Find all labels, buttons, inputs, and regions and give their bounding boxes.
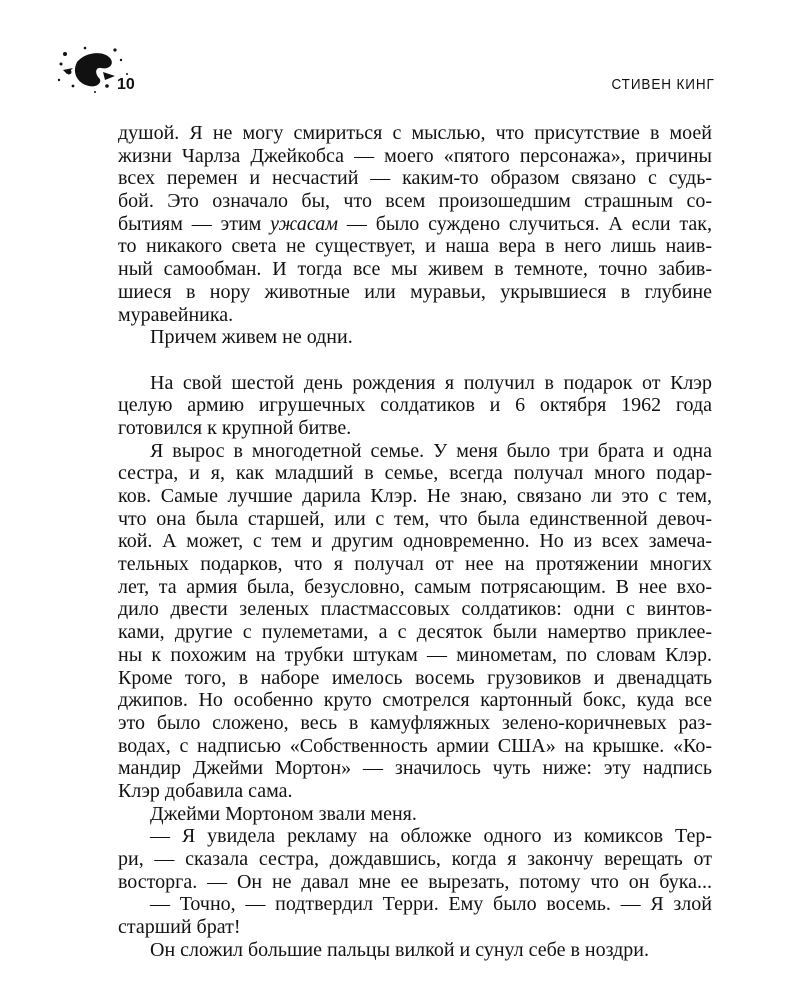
text-line: всех перемен и несчастий — каким-то образом связано с судь- — [118, 167, 712, 190]
text-line: Причем живем не одни. — [150, 326, 353, 349]
text-segment: бытиям — этим — [118, 212, 271, 235]
text-line: тельных подарков, что я получал от нее на протяжении многих — [118, 553, 712, 576]
text-line: кой. А может, с тем и другим одновременно. Но из всех замеча- — [118, 530, 712, 553]
text-line: бой. Это означало бы, что всем произошедшим страшным со- — [118, 190, 712, 213]
text-line: жизни Чарлза Джейкобса — моего «пятого персонажа», причины — [118, 144, 712, 167]
text-line: — Я увидела рекламу на обложке одного из комиксов Тер- — [150, 825, 712, 848]
page-number: 10 — [117, 76, 135, 93]
text-line: мандир Джейми Мортон» — значилось чуть ниже: эту надпись — [118, 757, 712, 780]
running-head: СТИВЕН КИНГ — [611, 76, 715, 93]
text-line: Кроме того, в наборе имелось восемь грузовиков и двенадцать — [118, 666, 712, 689]
text-line: восторга. — Он не давал мне ее вырезать, потому что он бука... — [118, 870, 712, 893]
text-line: джипов. Но особенно круто смотрелся картонный бокс, куда все — [118, 689, 712, 712]
text-line: что она была старшей, или с тем, что была единственной девоч- — [118, 507, 712, 530]
text-line: — Точно, — подтвердил Терри. Ему было восемь. — Я злой — [150, 893, 712, 916]
text-line: это было сложено, весь в камуфляжных зелено-коричневых раз- — [118, 711, 712, 734]
italic-word: ужасам — [270, 212, 338, 235]
text-line: Я вырос в многодетной семье. У меня было три брата и одна — [150, 439, 712, 462]
text-line: ны к похожим на трубки штукам — минометам, по словам Клэр. — [118, 643, 712, 666]
text-line: старший брат! — [118, 916, 241, 939]
text-line: ков. Самые лучшие дарила Клэр. Не знаю, связано ли это с тем, — [118, 485, 712, 507]
text-line: водах, с надписью «Собственность армии США» на крышке. «Ко- — [118, 734, 712, 757]
text-line: Он сложил большие пальцы вилкой и сунул себе в ноздри. — [150, 938, 650, 961]
text-line: муравейника. — [118, 303, 234, 326]
text-line: ный самообман. И тогда все мы живем в темноте, точно забив- — [118, 258, 712, 281]
text-line: шиеся в нору животные или муравьи, укрывшиеся в глубине — [118, 280, 712, 303]
text-line: душой. Я не могу смириться с мыслью, что присутствие в моей — [118, 122, 712, 144]
text-line: Клэр добавила сама. — [118, 779, 293, 802]
text-line: На свой шестой день рождения я получил в подарок от Клэр — [150, 371, 712, 394]
text-line: то никакого света не существует, и наша вера в него лишь наив- — [118, 235, 712, 258]
text-segment: — было суждено случиться. А если так, — [338, 212, 712, 235]
text-line: готовился к крупной битве. — [118, 416, 352, 439]
text-line: дило двести зеленых пластмассовых солдатиков: одни с винтов- — [118, 598, 712, 621]
text-line: лет, та армия была, безусловно, самым потрясающим. В нее вхо- — [118, 575, 712, 598]
text-line: ками, другие с пулеметами, а с десяток были намертво приклее- — [118, 621, 712, 644]
body-text — [118, 122, 712, 961]
text-line: ри, — сказала сестра, дождавшись, когда я закончу верещать от — [118, 848, 712, 870]
text-line: Джейми Мортоном звали меня. — [150, 802, 417, 825]
page-header — [55, 40, 715, 100]
text-line: целую армию игрушечных солдатиков и 6 октября 1962 года — [118, 394, 712, 417]
text-line — [118, 213, 712, 236]
text-line: сестра, и я, как младший в семье, всегда получал много подар- — [118, 462, 712, 485]
section-break — [118, 349, 712, 372]
